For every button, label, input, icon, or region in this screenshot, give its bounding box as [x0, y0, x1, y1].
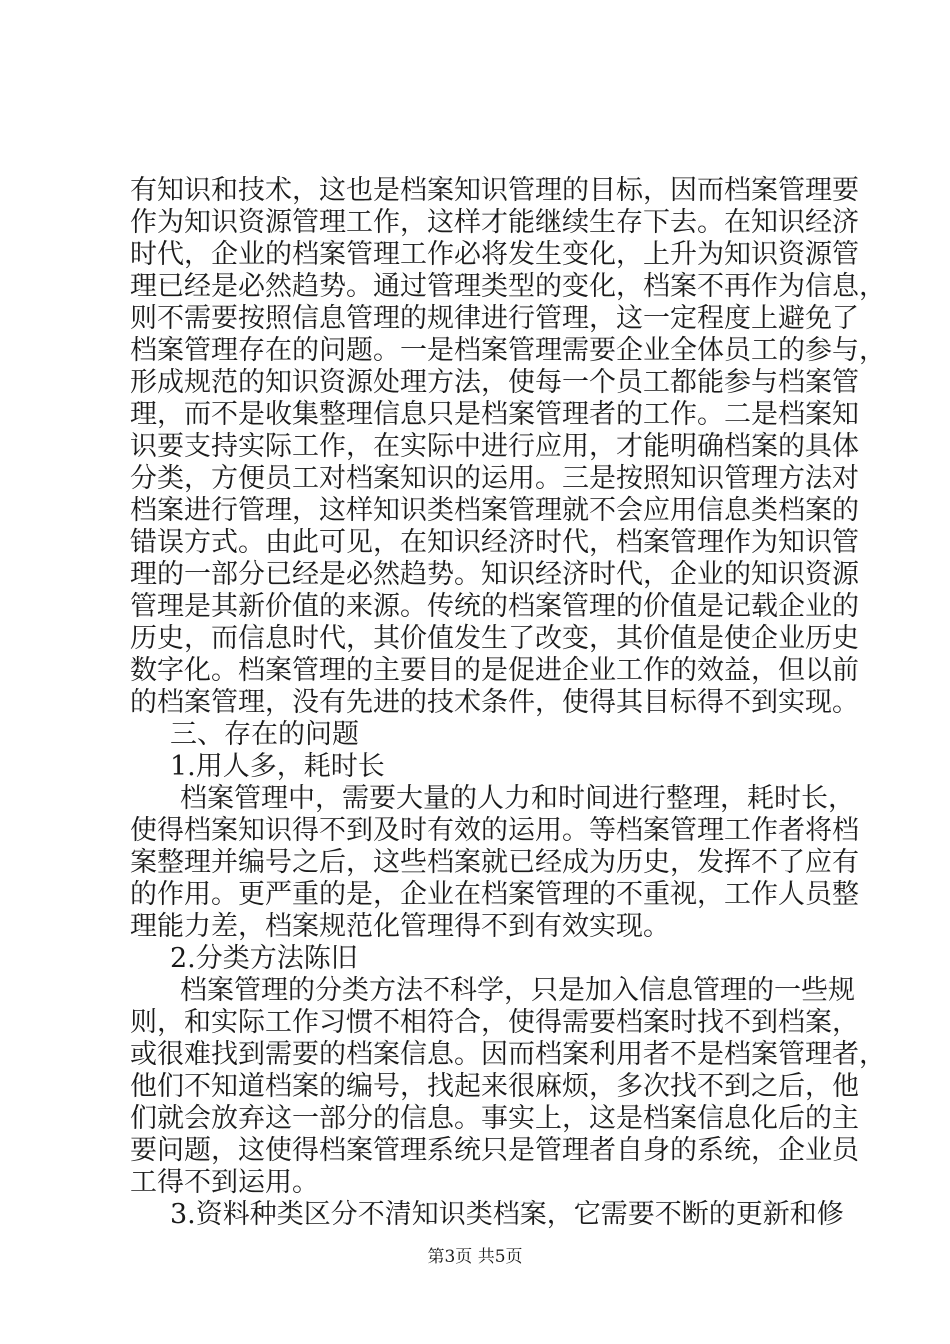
subsection-heading: 3.资料种类区分不清知识类档案，它需要不断的更新和修	[170, 1199, 844, 1230]
section-heading: 三、存在的问题	[170, 719, 359, 750]
text-line: 形成规范的知识资源处理方法，使每一个员工都能参与档案管	[130, 367, 859, 398]
text-line: 他们不知道档案的编号，找起来很麻烦，多次找不到之后，他	[130, 1071, 859, 1102]
text-line: 识要支持实际工作，在实际中进行应用，才能明确档案的具体	[130, 431, 859, 462]
text-line: 数字化。档案管理的主要目的是促进企业工作的效益，但以前	[130, 655, 859, 686]
text-line: 分类，方便员工对档案知识的运用。三是按照知识管理方法对	[130, 463, 859, 494]
subsection-heading: 2.分类方法陈旧	[170, 943, 358, 974]
text-line: 档案管理中，需要大量的人力和时间进行整理，耗时长，	[180, 783, 855, 814]
text-line: 时代，企业的档案管理工作必将发生变化，上升为知识资源管	[130, 239, 859, 270]
text-line: 案整理并编号之后，这些档案就已经成为历史，发挥不了应有	[130, 847, 859, 878]
text-line: 则不需要按照信息管理的规律进行管理，这一定程度上避免了	[130, 303, 859, 334]
text-line: 档案管理的分类方法不科学，只是加入信息管理的一些规	[180, 975, 855, 1006]
text-line: 的档案管理，没有先进的技术条件，使得其目标得不到实现。	[130, 687, 859, 718]
text-line: 们就会放弃这一部分的信息。事实上，这是档案信息化后的主	[130, 1103, 859, 1134]
text-line: 有知识和技术，这也是档案知识管理的目标，因而档案管理要	[130, 175, 859, 206]
subsection-heading: 1.用人多，耗时长	[170, 751, 385, 782]
text-line: 使得档案知识得不到及时有效的运用。等档案管理工作者将档	[130, 815, 859, 846]
text-line: 理的一部分已经是必然趋势。知识经济时代，企业的知识资源	[130, 559, 859, 590]
text-line: 则，和实际工作习惯不相符合，使得需要档案时找不到档案，	[130, 1007, 859, 1038]
text-line: 理，而不是收集整理信息只是档案管理者的工作。二是档案知	[130, 399, 859, 430]
text-line: 错误方式。由此可见，在知识经济时代，档案管理作为知识管	[130, 527, 859, 558]
text-line: 档案管理存在的问题。一是档案管理需要企业全体员工的参与，	[130, 335, 886, 366]
text-line: 的作用。更严重的是，企业在档案管理的不重视，工作人员整	[130, 879, 859, 910]
text-line: 历史，而信息时代，其价值发生了改变，其价值是使企业历史	[130, 623, 859, 654]
text-line: 要问题，这使得档案管理系统只是管理者自身的系统，企业员	[130, 1135, 859, 1166]
text-line: 作为知识资源管理工作，这样才能继续生存下去。在知识经济	[130, 207, 859, 238]
text-line: 管理是其新价值的来源。传统的档案管理的价值是记载企业的	[130, 591, 859, 622]
text-line: 或很难找到需要的档案信息。因而档案利用者不是档案管理者，	[130, 1039, 886, 1070]
text-line: 理能力差，档案规范化管理得不到有效实现。	[130, 911, 670, 942]
text-line: 档案进行管理，这样知识类档案管理就不会应用信息类档案的	[130, 495, 859, 526]
text-line: 理已经是必然趋势。通过管理类型的变化，档案不再作为信息，	[130, 271, 886, 302]
text-line: 工得不到运用。	[130, 1167, 319, 1198]
page-number: 第3页 共5页	[427, 1247, 523, 1267]
